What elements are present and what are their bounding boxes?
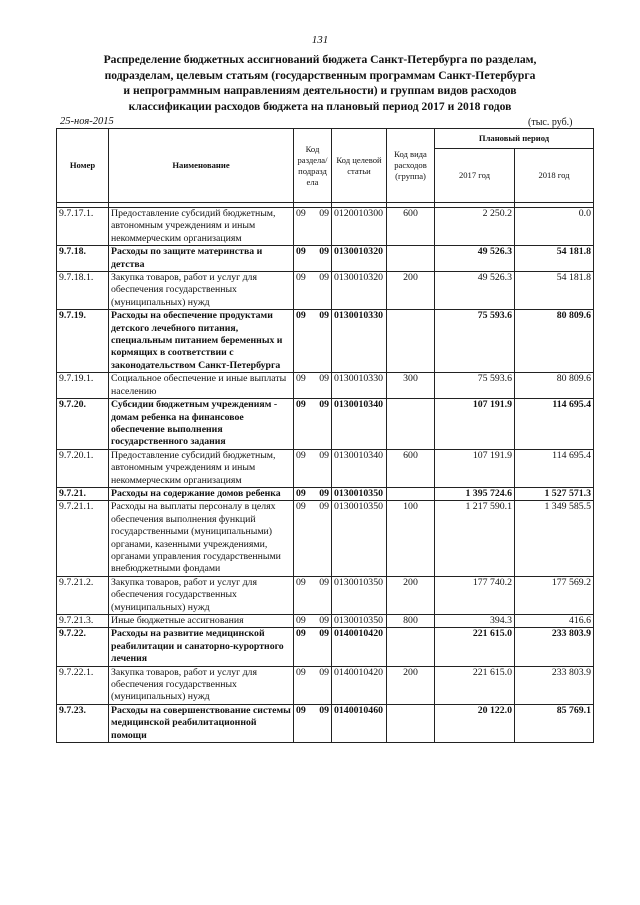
table-row [57,272,594,310]
row-section: 09 [296,272,306,284]
row-name: Субсидии бюджетным учреждениям - домам ребенка на финансовое обеспечение выполнения государственного задания [109,399,294,450]
row-section-code [294,272,332,310]
row-group-code: 300 [387,373,435,399]
row-value-2017: 1 217 590.1 [435,501,515,576]
row-article-code: 0140010460 [332,704,387,742]
row-value-2018: 177 569.2 [515,576,594,614]
title-line: и непрограммным направлениям деятельности) и группам видов расходов [123,84,517,97]
row-group-code [387,246,435,272]
table-row [57,704,594,742]
row-value-2017: 75 593.6 [435,373,515,399]
table-row [57,501,594,576]
units-label: (тыс. руб.) [528,117,573,128]
row-value-2017: 107 191.9 [435,449,515,487]
row-subsection: 09 [319,246,329,258]
row-name: Закупка товаров, работ и услуг для обеспечения государственных (муниципальных) нужд [109,272,294,310]
row-value-2018: 0.0 [515,208,594,246]
row-name: Предоставление субсидий бюджетным, автономным учреждениям и иным некоммерческим организациям [109,449,294,487]
row-section-code [294,576,332,614]
page-number: 131 [311,34,329,46]
row-value-2018: 1 527 571.3 [515,487,594,500]
table-row [57,399,594,450]
row-value-2017: 221 615.0 [435,628,515,666]
row-article-code: 0140010420 [332,628,387,666]
row-value-2017: 49 526.3 [435,246,515,272]
header-article: Код целевой статьи [332,129,387,203]
row-subsection: 09 [319,615,329,626]
row-value-2017: 1 395 724.6 [435,487,515,500]
table-row [57,246,594,272]
row-subsection: 09 [319,399,329,411]
row-subsection: 09 [319,704,329,716]
row-name: Расходы на выплаты персоналу в целях обеспечения выполнения функций государственными (муниципальными) органами, казенными учреждениями, органами управления государственными внебюджетными фондами [109,501,294,576]
row-number: 9.7.17.1. [57,208,109,246]
header-period: Плановый период [435,129,594,149]
row-section-code [294,666,332,704]
table-row [57,310,594,373]
row-number: 9.7.19. [57,310,109,373]
table-row [57,576,594,614]
row-article-code: 0130010320 [332,272,387,310]
row-article-code: 0130010320 [332,246,387,272]
row-section-code [294,501,332,576]
row-section: 09 [296,208,306,219]
row-section-code [294,310,332,373]
row-article-code: 0130010350 [332,576,387,614]
row-subsection: 09 [319,576,329,588]
row-section: 09 [296,628,306,640]
row-name: Расходы на обеспечение продуктами детского лечебного питания, специальным питанием беременных и кормящих в соответствии с законодательством Санкт-Петербурга [109,310,294,373]
row-number: 9.7.19.1. [57,373,109,399]
header-number: Номер [57,129,109,203]
row-value-2018: 85 769.1 [515,704,594,742]
row-number: 9.7.23. [57,704,109,742]
row-section-code [294,704,332,742]
row-value-2018: 233 803.9 [515,666,594,704]
row-number: 9.7.20. [57,399,109,450]
row-section: 09 [296,576,306,588]
row-value-2018: 54 181.8 [515,272,594,310]
title-line: Распределение бюджетных ассигнований бюджета Санкт-Петербурга по разделам, [103,53,537,66]
row-group-code: 100 [387,501,435,576]
row-section-code [294,246,332,272]
row-name: Закупка товаров, работ и услуг для обеспечения государственных (муниципальных) нужд [109,576,294,614]
row-article-code: 0130010330 [332,310,387,373]
row-group-code: 200 [387,272,435,310]
row-name: Расходы на совершенствование системы медицинской реабилитационной помощи [109,704,294,742]
title-line: классификации расходов бюджета на плановый период 2017 и 2018 годов [128,99,512,113]
table-row [57,615,594,628]
table-row [57,449,594,487]
row-value-2017: 107 191.9 [435,399,515,450]
row-value-2018: 416.6 [515,615,594,628]
row-section-code [294,399,332,450]
row-number: 9.7.22.1. [57,666,109,704]
row-value-2017: 49 526.3 [435,272,515,310]
row-value-2018: 114 695.4 [515,399,594,450]
row-group-code [387,628,435,666]
row-subsection: 09 [319,373,329,385]
row-section: 09 [296,501,306,513]
row-number: 9.7.21.1. [57,501,109,576]
row-number: 9.7.18. [57,246,109,272]
header-name: Наименование [109,129,294,203]
row-value-2017: 221 615.0 [435,666,515,704]
row-article-code: 0140010420 [332,666,387,704]
row-group-code [387,704,435,742]
budget-table [56,128,594,743]
row-group-code: 200 [387,576,435,614]
row-section: 09 [296,666,306,678]
row-name: Расходы по защите материнства и детства [109,246,294,272]
row-article-code: 0130010330 [332,373,387,399]
row-subsection: 09 [319,208,329,219]
row-article-code: 0130010350 [332,487,387,500]
row-value-2017: 177 740.2 [435,576,515,614]
row-section-code [294,373,332,399]
title-line: подразделам, целевым статьям (государственным программам Санкт-Петербурга [104,68,536,82]
row-value-2017: 20 122.0 [435,704,515,742]
header-2017: 2017 год [435,149,515,203]
row-subsection: 09 [319,487,329,499]
table-row [57,208,594,246]
row-value-2018: 233 803.9 [515,628,594,666]
table-row [57,373,594,399]
row-value-2018: 80 809.6 [515,310,594,373]
row-section: 09 [296,615,306,626]
row-value-2017: 2 250.2 [435,208,515,246]
row-section-code [294,615,332,628]
header-section: Код раздела/ подразд ела [294,129,332,203]
row-group-code: 800 [387,615,435,628]
row-number: 9.7.22. [57,628,109,666]
row-subsection: 09 [319,666,329,678]
document-date: 25-ноя-2015 [60,116,114,127]
row-number: 9.7.21. [57,487,109,500]
table-row [57,487,594,500]
row-number: 9.7.20.1. [57,449,109,487]
row-article-code: 0130010350 [332,501,387,576]
row-subsection: 09 [319,272,329,284]
row-subsection: 09 [319,501,329,513]
row-section: 09 [296,373,306,385]
row-section: 09 [296,310,306,322]
row-group-code [387,487,435,500]
row-name: Расходы на развитие медицинской реабилитации и санаторно-курортного лечения [109,628,294,666]
header-2018: 2018 год [515,149,594,203]
table-row [57,666,594,704]
row-value-2018: 1 349 585.5 [515,501,594,576]
row-value-2017: 75 593.6 [435,310,515,373]
document-title [60,52,580,114]
row-name: Расходы на содержание домов ребенка [109,487,294,500]
row-name: Социальное обеспечение и иные выплаты населению [109,373,294,399]
row-section-code [294,487,332,500]
row-value-2018: 54 181.8 [515,246,594,272]
row-article-code: 0130010340 [332,399,387,450]
row-value-2017: 394.3 [435,615,515,628]
row-number: 9.7.18.1. [57,272,109,310]
row-value-2018: 114 695.4 [515,449,594,487]
row-group-code: 600 [387,449,435,487]
row-section: 09 [296,487,306,499]
row-group-code: 200 [387,666,435,704]
row-section: 09 [296,449,306,461]
row-article-code: 0130010350 [332,615,387,628]
row-number: 9.7.21.3. [57,615,109,628]
row-section: 09 [296,399,306,411]
row-section-code [294,449,332,487]
row-article-code: 0130010340 [332,449,387,487]
row-group-code: 600 [387,208,435,246]
row-group-code [387,310,435,373]
row-section: 09 [296,246,306,258]
row-number: 9.7.21.2. [57,576,109,614]
row-value-2018: 80 809.6 [515,373,594,399]
row-group-code [387,399,435,450]
row-subsection: 09 [319,310,329,322]
row-name: Предоставление субсидий бюджетным, автономным учреждениям и иным некоммерческим организациям [109,208,294,246]
row-article-code: 0120010300 [332,208,387,246]
row-name: Закупка товаров, работ и услуг для обеспечения государственных (муниципальных) нужд [109,666,294,704]
header-group: Код вида расходов (группа) [387,129,435,203]
row-subsection: 09 [319,628,329,640]
row-name: Иные бюджетные ассигнования [109,615,294,628]
table-body [57,208,594,743]
table-row [57,628,594,666]
row-subsection: 09 [319,449,329,461]
row-section-code [294,628,332,666]
row-section: 09 [296,704,306,716]
row-section-code [294,208,332,246]
